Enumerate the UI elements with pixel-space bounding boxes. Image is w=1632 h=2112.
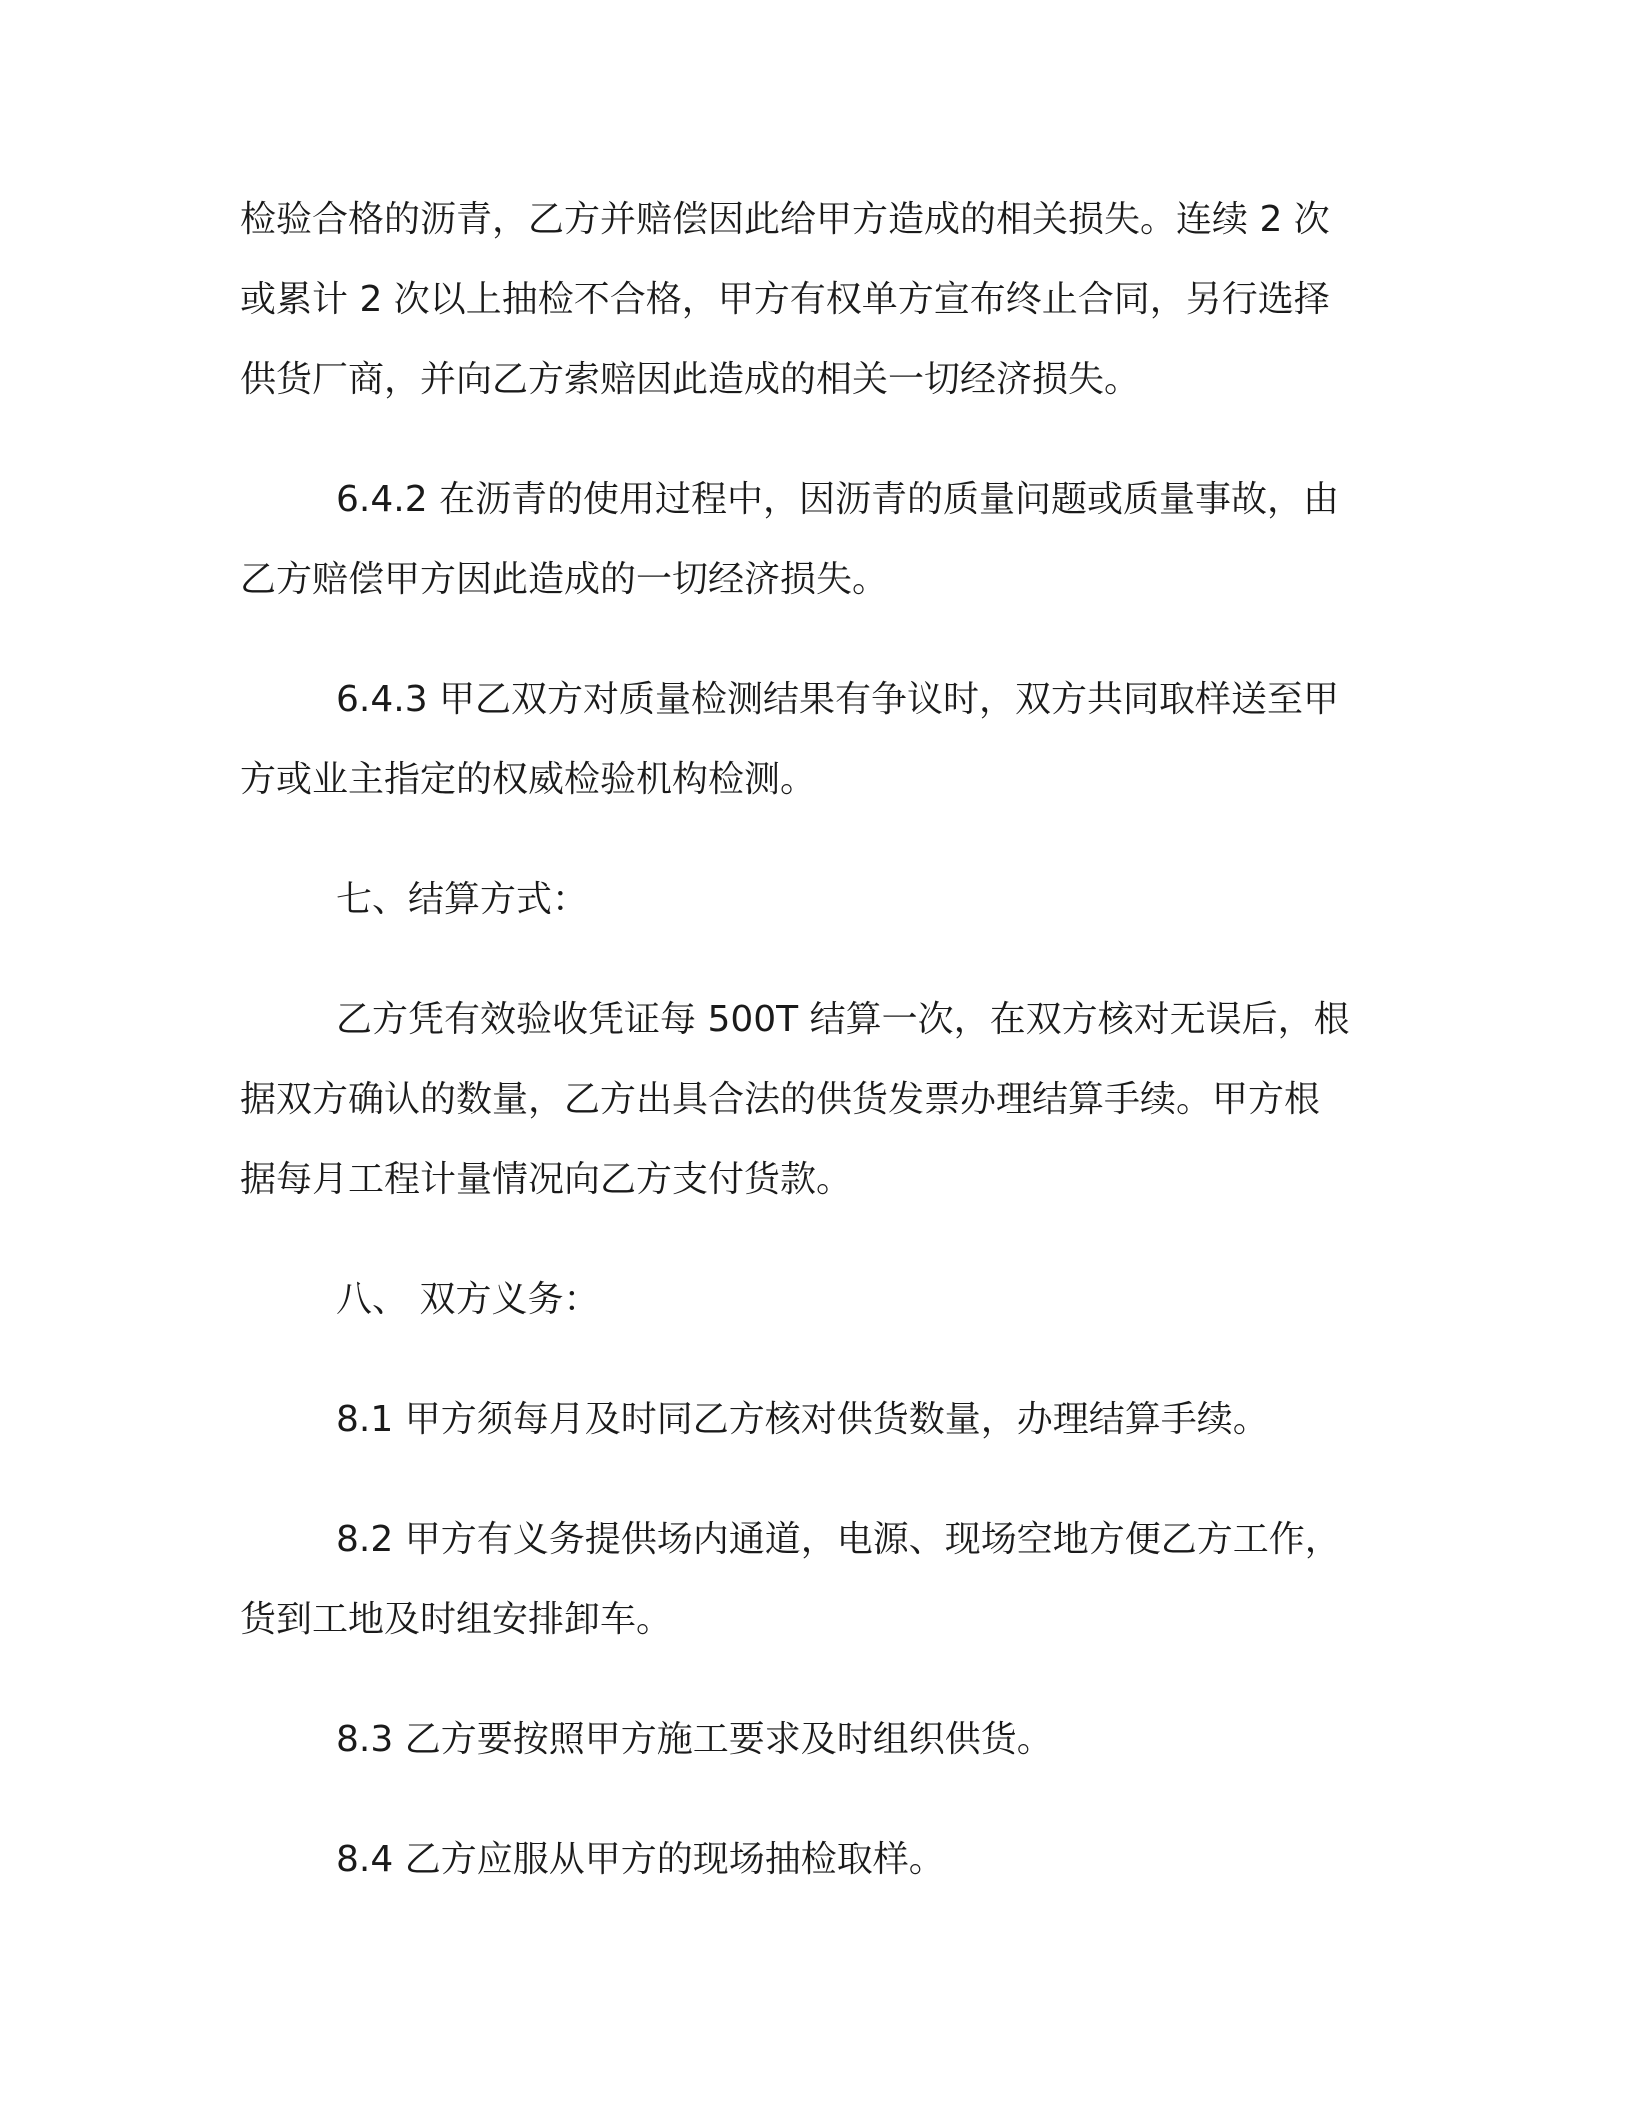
section-heading-obligations	[240, 1260, 1375, 1340]
text-line: 6.4.3 甲乙双方对质量检测结果有争议时，双方共同取样送至甲	[336, 679, 1340, 720]
text-line: 乙方赔偿甲方因此造成的一切经济损失。	[240, 559, 889, 600]
text-line: 或累计 2 次以上抽检不合格，甲方有权单方宣布终止合同，另行选择	[240, 279, 1330, 320]
heading-text: 七、结算方式：	[336, 879, 589, 920]
text-line: 据每月工程计量情况向乙方支付货款。	[240, 1159, 853, 1200]
text-line: 供货厂商，并向乙方索赔因此造成的相关一切经济损失。	[240, 359, 1141, 400]
section-heading-settlement	[240, 860, 1375, 940]
text-line: 8.2 甲方有义务提供场内通道，电源、现场空地方便乙方工作，	[336, 1519, 1341, 1560]
text-line: 方或业主指定的权威检验机构检测。	[240, 759, 817, 800]
text-line: 6.4.2 在沥青的使用过程中，因沥青的质量问题或质量事故，由	[336, 479, 1340, 520]
paragraph-8-3	[240, 1700, 1375, 1780]
text-line: 8.1 甲方须每月及时同乙方核对供货数量，办理结算手续。	[336, 1399, 1269, 1440]
text-line: 乙方凭有效验收凭证每 500T 结算一次，在双方核对无误后，根	[336, 999, 1350, 1040]
text-line: 8.3 乙方要按照甲方施工要求及时组织供货。	[336, 1719, 1053, 1760]
text-line: 货到工地及时组安排卸车。	[240, 1599, 673, 1640]
text-line: 检验合格的沥青，乙方并赔偿因此给甲方造成的相关损失。连续 2 次	[240, 199, 1330, 240]
heading-text: 八、 双方义务：	[336, 1279, 600, 1320]
paragraph-8-1	[240, 1380, 1375, 1460]
paragraph-8-4	[240, 1820, 1375, 1900]
paragraph-quality-penalty	[240, 180, 1375, 420]
text-line: 8.4 乙方应服从甲方的现场抽检取样。	[336, 1839, 945, 1880]
paragraph-settlement	[240, 980, 1375, 1220]
document-body	[240, 180, 1375, 1940]
text-line: 据双方确认的数量，乙方出具合法的供货发票办理结算手续。甲方根	[240, 1079, 1321, 1120]
paragraph-8-2	[240, 1500, 1375, 1660]
paragraph-6-4-2	[240, 460, 1375, 620]
paragraph-6-4-3	[240, 660, 1375, 820]
